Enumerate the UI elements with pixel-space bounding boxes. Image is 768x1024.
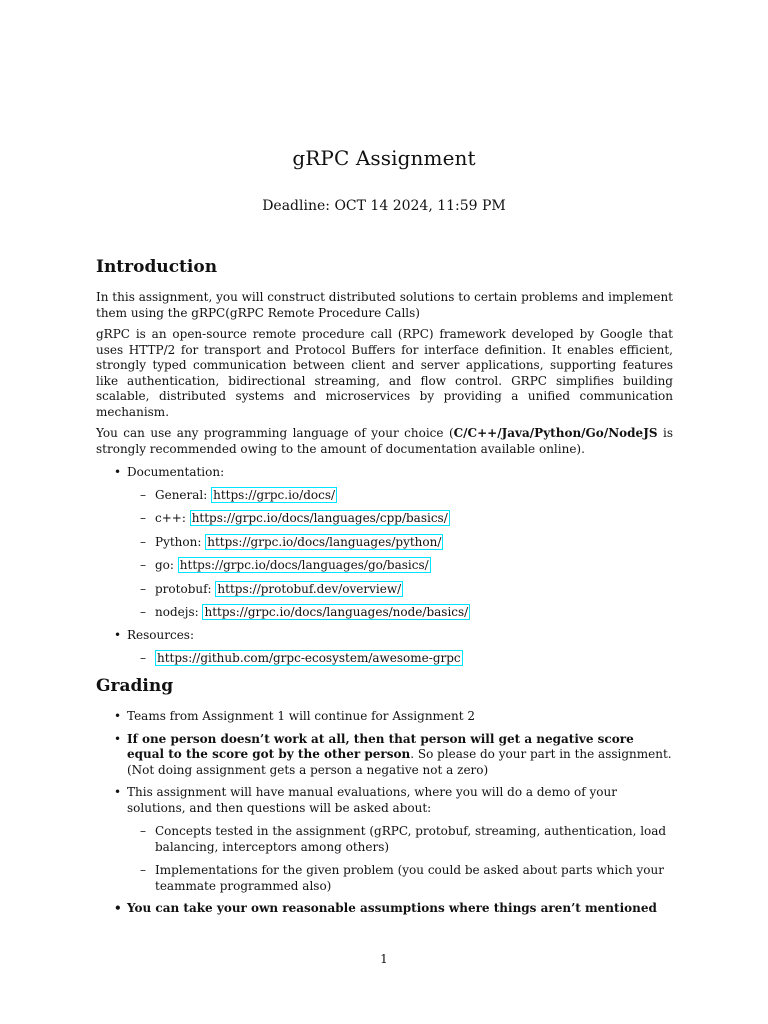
page-number: 1 — [380, 952, 388, 966]
language-text-suffix: is strongly recommended owing to the amount of documentation available online). — [96, 426, 673, 456]
introduction-body — [96, 290, 673, 667]
grading-item — [96, 785, 673, 894]
doc-link-item — [127, 535, 673, 551]
doc-link-item — [127, 582, 673, 598]
evaluation-topic: – Concepts tested in the assignment (gRPC, protobuf, streaming, authentication, load balancing, interceptors among others) — [127, 824, 673, 855]
doc-link-label: protobuf: — [155, 581, 216, 596]
resource-link-awesome-grpc[interactable]: https://github.com/grpc-ecosystem/awesome-grpc — [157, 651, 461, 665]
doc-link-label: go: — [155, 558, 178, 572]
introduction-section — [96, 257, 673, 277]
negative-score-rule: If one person doesn’t work at all, then that person will get a negative score equal to the score got by the other person — [127, 731, 634, 761]
doc-link-item — [127, 558, 673, 574]
evaluation-topics — [127, 824, 673, 894]
doc-link-nodejs[interactable]: https://grpc.io/docs/languages/node/basics/ — [204, 605, 469, 619]
grading-body — [96, 709, 673, 917]
language-text-prefix: You can use any programming language of your choice ( — [96, 426, 454, 440]
doc-link-label: Python: — [155, 534, 206, 549]
negative-score-note: . So please do your part in the assignment. (Not doing assignment gets a person a negative not a zero) — [127, 747, 672, 777]
intro-paragraph-2: gRPC is an open-source remote procedure call (RPC) framework developed by Google that uses HTTP/2 for transport and Protocol Buffers for interface definition. It enables efficient, strongly typed communication between client and server applications, supporting features like authentication, bidirectional streaming, and flow control. GRPC simplifies building scalable, distributed systems and microservices by providing a unified communication mechanism. — [96, 327, 673, 419]
doc-link-label: c++: — [155, 511, 190, 525]
manual-evaluation-text: This assignment will have manual evaluations, where you will do a demo of your solutions, and then questions will be asked about: — [127, 785, 617, 815]
grading-section — [96, 676, 673, 696]
resource-link-item — [127, 651, 673, 667]
doc-link-item — [127, 605, 673, 621]
doc-link-protobuf[interactable]: https://protobuf.dev/overview/ — [217, 581, 402, 596]
grading-item: • Teams from Assignment 1 will continue for Assignment 2 — [96, 709, 673, 725]
doc-link-item — [127, 488, 673, 504]
grading-item — [96, 732, 673, 779]
evaluation-topic: – Implementations for the given problem (you could be asked about parts which your teammate programmed also) — [127, 863, 673, 894]
intro-paragraph-1: In this assignment, you will construct distributed solutions to certain problems and implement them using the gRPC(gRPC Remote Procedure Calls) — [96, 290, 673, 320]
resources-item — [96, 628, 673, 667]
documentation-links — [127, 488, 673, 621]
resources-label: Resources: — [127, 627, 195, 642]
page-title: gRPC Assignment — [292, 146, 476, 170]
doc-link-python[interactable]: https://grpc.io/docs/languages/python/ — [207, 534, 442, 549]
doc-link-cpp[interactable]: https://grpc.io/docs/languages/cpp/basics/ — [191, 511, 448, 525]
resource-links — [127, 651, 673, 667]
intro-paragraph-3 — [96, 426, 673, 457]
introduction-heading: Introduction — [96, 257, 218, 277]
grading-item: • You can take your own reasonable assumptions where things aren’t mentioned — [96, 901, 673, 917]
doc-link-label: General: — [155, 487, 212, 502]
deadline: Deadline: OCT 14 2024, 11:59 PM — [262, 198, 506, 214]
recommended-languages: C/C++/Java/Python/Go/NodeJS — [453, 426, 658, 440]
documentation-label: Documentation: — [127, 465, 225, 479]
grading-heading: Grading — [96, 676, 174, 696]
doc-link-go[interactable]: https://grpc.io/docs/languages/go/basics/ — [179, 558, 429, 572]
doc-link-general[interactable]: https://grpc.io/docs/ — [213, 487, 336, 502]
documentation-item — [96, 465, 673, 621]
resources-list — [96, 465, 673, 667]
grading-list — [96, 709, 673, 917]
doc-link-label: nodejs: — [155, 605, 203, 619]
doc-link-item — [127, 511, 673, 527]
